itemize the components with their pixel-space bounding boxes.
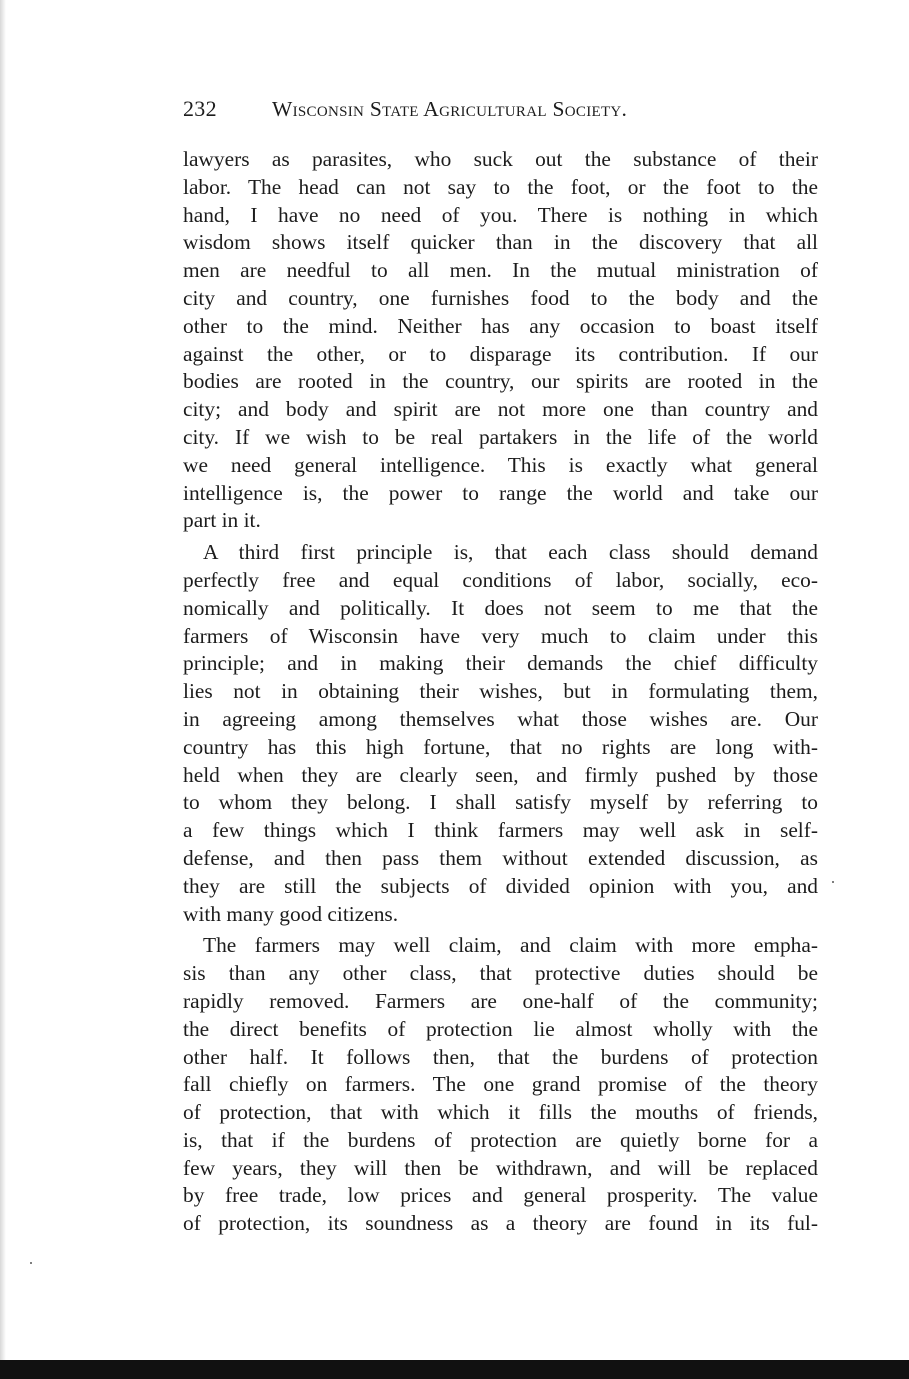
page-number: 232 [183, 96, 217, 121]
text-line: fall chiefly on farmers. The one grand promise of the theory [183, 1072, 818, 1097]
text-line: against the other, or to disparage its contribution. If our [183, 341, 818, 366]
text-line: by free trade, low prices and general prosperity. The value [183, 1183, 818, 1208]
text-line: sis than any other class, that protective duties should be [183, 961, 818, 986]
text-line: is, that if the burdens of protection are quietly borne for a [183, 1127, 818, 1152]
text-line: with many good citizens. [183, 901, 399, 926]
text-line: few years, they will then be withdrawn, and will be replaced [183, 1155, 818, 1180]
text-line: rapidly removed. Farmers are one-half of the community; [183, 988, 818, 1013]
text-line: hand, I have no need of you. There is nothing in which [183, 202, 818, 227]
text-line: lies not in obtaining their wishes, but in formulating them, [183, 679, 818, 704]
scan-speck [30, 1262, 32, 1264]
text-line: A third first principle is, that each class should demand [203, 540, 818, 565]
text-line: of protection, that with which it fills the mouths of friends, [183, 1100, 818, 1125]
paragraph-3 [183, 932, 818, 1238]
text-line: part in it. [183, 508, 261, 533]
text-line: The farmers may well claim, and claim with more empha- [203, 933, 818, 958]
scan-page-edge [0, 0, 6, 1379]
scan-bottom-band [0, 1360, 909, 1379]
text-line: city and country, one furnishes food to the body and the [183, 285, 818, 310]
paragraph-1 [183, 146, 818, 535]
paragraph-2 [183, 539, 818, 928]
text-line: the direct benefits of protection lie almost wholly with the [183, 1016, 818, 1041]
text-line: farmers of Wisconsin have very much to claim under this [183, 623, 818, 648]
text-line: of protection, its soundness as a theory are found in its ful- [183, 1211, 818, 1236]
running-title: Wisconsin State Agricultural Society. [272, 97, 628, 121]
text-line: other half. It follows then, that the burdens of protection [183, 1044, 818, 1069]
body-text [183, 146, 818, 1238]
text-line: they are still the subjects of divided opinion with you, and [183, 873, 818, 898]
text-line: perfectly free and equal conditions of labor, socially, eco- [183, 567, 818, 592]
page-header [183, 96, 823, 126]
text-line: in agreeing among themselves what those wishes are. Our [183, 706, 818, 731]
text-line: labor. The head can not say to the foot, or the foot to the [183, 174, 818, 199]
text-line: nomically and politically. It does not seem to me that the [183, 595, 818, 620]
text-line: principle; and in making their demands the chief difficulty [183, 651, 818, 676]
text-line: intelligence is, the power to range the world and take our [183, 480, 818, 505]
text-line: held when they are clearly seen, and firmly pushed by those [183, 762, 818, 787]
text-line: city; and body and spirit are not more one than country and [183, 397, 818, 422]
text-line: defense, and then pass them without extended discussion, as [183, 845, 818, 870]
text-line: other to the mind. Neither has any occasion to boast itself [183, 313, 818, 338]
scan-speck [832, 881, 834, 883]
text-line: we need general intelligence. This is exactly what general [183, 452, 818, 477]
text-line: lawyers as parasites, who suck out the substance of their [183, 147, 818, 171]
text-line: men are needful to all men. In the mutual ministration of [183, 258, 818, 283]
text-line: wisdom shows itself quicker than in the discovery that all [183, 230, 818, 255]
text-line: to whom they belong. I shall satisfy myself by referring to [183, 790, 818, 815]
text-line: bodies are rooted in the country, our spirits are rooted in the [183, 369, 818, 394]
text-line: a few things which I think farmers may well ask in self- [183, 818, 818, 843]
text-line: city. If we wish to be real partakers in the life of the world [183, 424, 818, 449]
text-line: country has this high fortune, that no rights are long with- [183, 734, 818, 759]
